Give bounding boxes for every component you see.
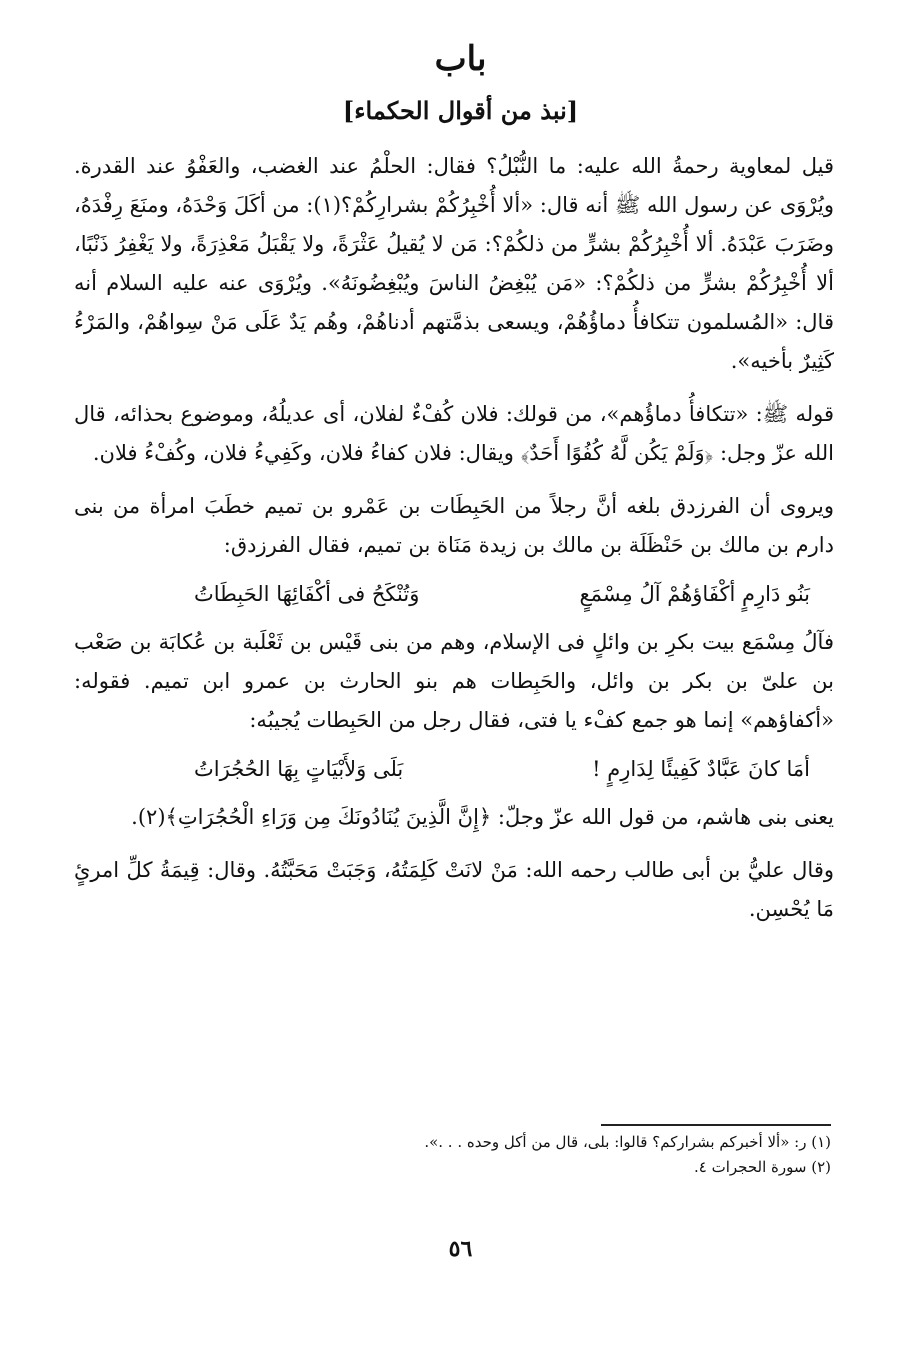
- paragraph-explanation: قوله ﷺ: «تتكافأُ دماؤُهم»، من قولك: فلان كُفْءٌ لفلان، أى عديلُهُ، وموضوع بحذائه، قال الله عزّ وجل: ﴿وَلَمْ يَكُن لَّهُ كُفُوًا أَحَدٌ﴾ ويقال: فلان كفاءُ فلان، وكَفِيءُ فلان، وكُفْءُ فلان.: [74, 402, 834, 465]
- paragraph-bani-hashim: يعنى بنى هاشم، من قول الله عزّ وجلّ: ﴿إِنَّ الَّذِينَ يُنَادُونَكَ مِن وَرَاءِ الْحُجُرَاتِ﴾(٢).: [131, 805, 834, 829]
- footnote-2: (٢) سورة الحجرات ٤.: [693, 1158, 831, 1176]
- poem-verse-reply: [74, 746, 834, 792]
- footnote-1: (١) ر: «ألا أخبركم بشراركم؟ قالوا: بلى، قال من أكل وحده . . .».: [424, 1133, 831, 1151]
- verse-first-hemistich: أمَا كانَ عَبَّادٌ كَفِيئًا لِدَارِمٍ !: [592, 757, 810, 781]
- paragraph-ali: وقال عليُّ بن أبى طالب رحمه الله: مَنْ لانَتْ كَلِمَتُهُ، وَجَبَتْ مَحَبَّتُهُ. وقال: قِيمَةُ كلِّ امرئٍ مَا يُحْسِن.: [74, 858, 834, 921]
- page-number: ٥٦: [448, 1236, 473, 1262]
- verse-first-hemistich: بَنُو دَارِمٍ أكْفَاؤهُمْ آلُ مِسْمَعٍ: [579, 582, 810, 606]
- paragraph-farazdaq: ويروى أن الفرزدق بلغه أنَّ رجلاً من الحَبِطَات بن عَمْرو بن تميم خطَبَ امرأة من بنى دارم بن مالك بن حَنْظَلَة بن مالك بن زيدة مَنَاة بن تميم، فقال الفرزدق:: [74, 494, 834, 557]
- footnotes: [331, 1130, 831, 1180]
- poem-verse-farazdaq: [74, 571, 834, 617]
- main-text: [74, 147, 834, 929]
- verse-second-hemistich: بَلَى وَلأَبْيَاتٍ بِهَا الحُجُرَاتُ: [194, 757, 404, 781]
- verse-second-hemistich: وَتُنْكَحُ فى أكْفَائِهَا الحَبِطَاتُ: [194, 582, 420, 606]
- paragraph-misma: فآلُ مِسْمَع بيت بكرِ بن وائلٍ فى الإسلام، وهم من بنى قَيْس بن ثَعْلَبة بن عُكابَة بن صَعْب بن علىّ بن بكر بن وائل، والحَبِطات هم بنو الحارث بن عمرو ابن تميم. فقوله: «أكفاؤهم» إنما هو جمع كفْء يا فتى، فقال رجل من الحَبِطات يُجيبُه:: [74, 630, 834, 732]
- paragraph-muawiya: قيل لمعاوية رحمةُ الله عليه: ما النُّبْلُ؟ فقال: الحلْمُ عند الغضب، والعَفْوُ عند القدرة. ويُرْوَى عن رسول الله ﷺ أنه قال: «ألا أُخْبِرُكُمْ بشرارِكُمْ؟(١): من أكَلَ وَحْدَهُ، ومنَعَ رِفْدَهُ، وضَرَبَ عَبْدَهُ. ألا أُخْبِرُكُمْ بشرٍّ من ذلكُمْ؟: مَن لا يُقيلُ عَثْرَةً، ولا يَقْبَلُ مَعْذِرَةً، ولا يَغْفِرُ ذَنْبًا، ألا أُخْبِرُكُمْ بشرٍّ من ذلكُمْ؟: «مَن يُبْغِضُ الناسَ ويُبْغِضُونَهُ». ويُرْوَى عنه عليه السلام أنه قال: «المُسلمون تتكافأُ دماؤُهُمْ، ويسعى بذمَّتهم أدناهُمْ، وهُم يَدٌ عَلَى مَنْ سِواهُمْ، والمَرْءُ كَثِيرٌ بأخيه».: [74, 154, 834, 373]
- chapter-title: باب: [434, 39, 487, 79]
- chapter-subtitle: [نبذ من أقوال الحكماء]: [342, 96, 579, 125]
- footnote-divider: [601, 1124, 831, 1126]
